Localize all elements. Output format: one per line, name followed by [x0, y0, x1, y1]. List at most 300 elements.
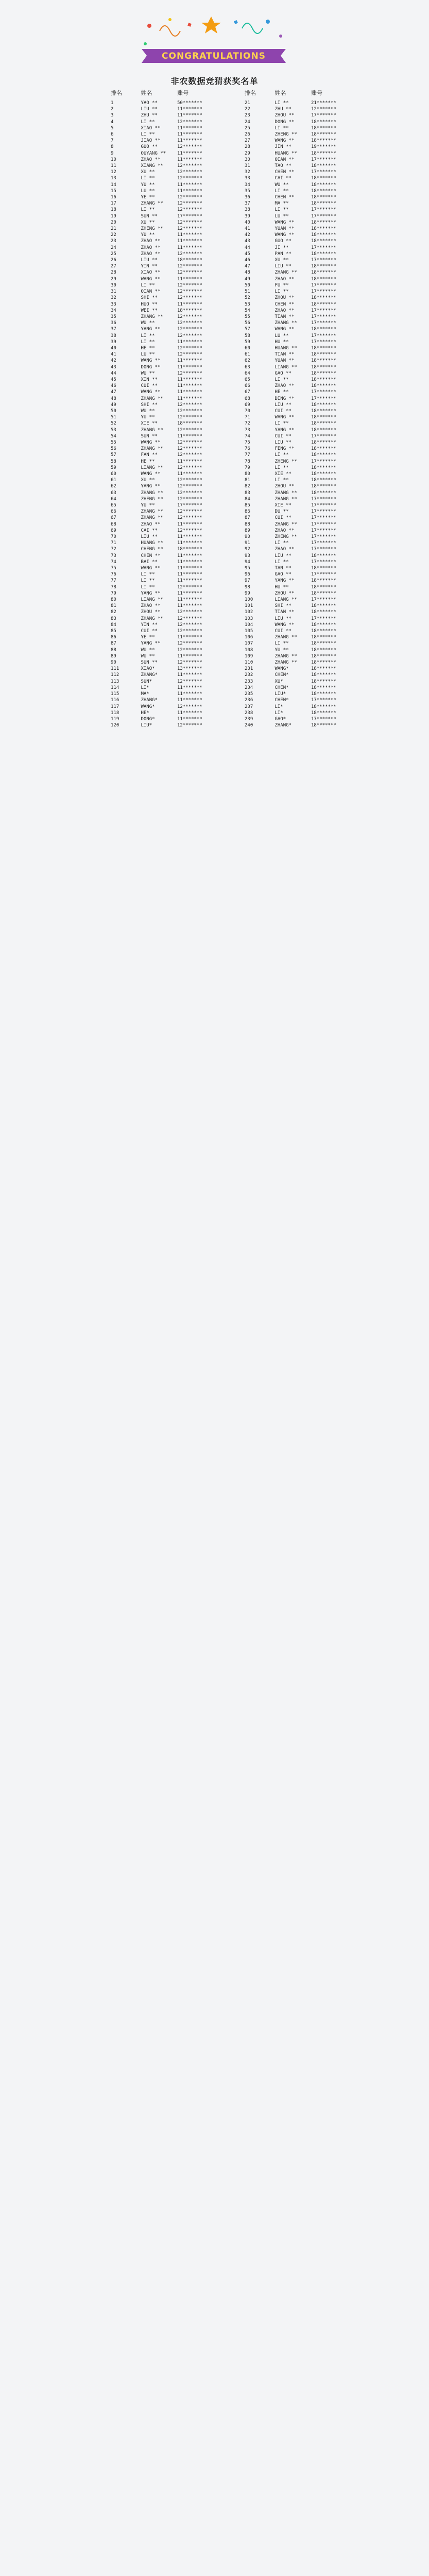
cell-account: 17******* [311, 339, 336, 345]
cell-rank: 26 [111, 258, 116, 263]
cell-name: SHI ** [274, 603, 291, 609]
cell-account: 12******* [311, 107, 336, 112]
cell-account: 18******* [311, 188, 336, 194]
col-header-name: 姓名 [274, 90, 286, 96]
cell-rank: 67 [245, 389, 250, 395]
table-row [111, 408, 373, 414]
cell-account: 11******* [177, 364, 202, 370]
cell-name: CUI ** [274, 629, 291, 634]
cell-rank: 34 [111, 308, 116, 313]
table-row [111, 125, 373, 131]
cell-rank: 9 [111, 150, 114, 156]
cell-name: ZHANG ** [274, 320, 297, 326]
cell-name: ZHANG ** [274, 635, 297, 640]
cell-account: 12******* [177, 295, 202, 301]
cell-rank: 89 [111, 653, 116, 659]
cell-gap [239, 722, 245, 728]
cell-name: DONG ** [141, 364, 161, 370]
cell-rank: 30 [111, 282, 116, 288]
col-header-rank: 排名 [245, 90, 256, 96]
cell-gap [239, 112, 245, 118]
cell-name: XIAO ** [141, 270, 161, 276]
cell-gap [239, 584, 245, 590]
table-row [111, 685, 373, 691]
cell-rank: 68 [111, 521, 116, 527]
cell-name: LI ** [141, 207, 155, 213]
cell-name: QIAN ** [141, 289, 161, 295]
cell-name: LIANG ** [274, 364, 297, 370]
cell-rank: 113 [111, 679, 119, 684]
cell-account: 12******* [177, 402, 202, 408]
cell-rank: 77 [111, 578, 116, 584]
table-row [111, 640, 373, 647]
cell-rank: 54 [245, 308, 250, 313]
cell-rank: 34 [245, 182, 250, 188]
table-row [111, 232, 373, 238]
table-row [111, 282, 373, 289]
cell-gap [239, 634, 245, 640]
cell-account: 50******* [177, 100, 202, 106]
cell-rank: 2 [111, 107, 114, 112]
cell-name: ZHANG ** [141, 396, 163, 401]
cell-name: ZHAO ** [141, 603, 161, 609]
cell-name: ZHAO ** [141, 521, 161, 527]
table-row [111, 691, 373, 697]
winners-table-body [111, 100, 373, 728]
cell-rank: 104 [245, 622, 253, 628]
cell-gap [239, 427, 245, 433]
cell-rank: 61 [245, 352, 250, 358]
cell-rank: 86 [111, 635, 116, 640]
table-row [111, 188, 373, 194]
cell-gap [239, 534, 245, 540]
cell-rank: 93 [245, 553, 250, 558]
cell-name: ZHOU ** [274, 590, 295, 596]
cell-name: HUANG ** [141, 540, 163, 546]
table-header-row [111, 88, 373, 100]
cell-account: 12******* [177, 647, 202, 653]
cell-gap [239, 515, 245, 521]
cell-account: 11******* [177, 597, 202, 603]
cell-name: DU ** [274, 509, 289, 515]
cell-name: WANG ** [141, 566, 161, 571]
cell-rank: 43 [111, 364, 116, 370]
cell-rank: 77 [245, 452, 250, 458]
cell-gap [239, 704, 245, 710]
cell-rank: 45 [245, 251, 250, 257]
cell-account: 18******* [311, 232, 336, 238]
cell-account: 12******* [177, 622, 202, 628]
table-row [111, 301, 373, 308]
cell-account: 11******* [177, 232, 202, 238]
cell-name: HE ** [141, 459, 155, 464]
cell-rank: 57 [111, 452, 116, 458]
cell-gap [239, 502, 245, 509]
cell-rank: 1 [111, 100, 114, 106]
cell-name: TAN ** [274, 566, 291, 571]
cell-rank: 83 [245, 490, 250, 496]
cell-account: 11******* [177, 590, 202, 596]
cell-rank: 24 [111, 245, 116, 250]
cell-gap [239, 144, 245, 150]
cell-account: 11******* [177, 358, 202, 364]
cell-account: 17******* [311, 534, 336, 540]
cell-gap [239, 716, 245, 722]
cell-account: 17******* [311, 113, 336, 118]
cell-account: 11******* [177, 433, 202, 439]
cell-name: XU* [274, 679, 283, 684]
cell-name: CHEN ** [274, 195, 295, 200]
cell-rank: 80 [245, 471, 250, 477]
cell-account: 18******* [311, 478, 336, 483]
table-row [111, 100, 373, 106]
cell-rank: 117 [111, 704, 119, 709]
cell-rank: 59 [111, 465, 116, 470]
table-row [111, 150, 373, 157]
cell-rank: 57 [245, 327, 250, 332]
cell-rank: 14 [111, 182, 116, 188]
cell-gap [239, 477, 245, 483]
table-row [111, 402, 373, 408]
table-row [111, 163, 373, 169]
table-row [111, 200, 373, 207]
cell-account: 18******* [311, 666, 336, 672]
cell-name: XU ** [141, 478, 155, 483]
cell-name: WANG ** [274, 219, 295, 225]
cell-account: 11******* [177, 113, 202, 118]
cell-rank: 74 [245, 433, 250, 439]
cell-gap [239, 345, 245, 351]
banner [0, 0, 429, 72]
cell-rank: 27 [245, 138, 250, 144]
cell-gap [239, 628, 245, 634]
table-row [111, 647, 373, 653]
table-row [111, 414, 373, 420]
cell-rank: 70 [111, 534, 116, 540]
cell-gap [239, 465, 245, 471]
cell-gap [239, 640, 245, 647]
cell-rank: 44 [245, 245, 250, 250]
cell-gap [239, 320, 245, 326]
cell-gap [239, 691, 245, 697]
cell-account: 17******* [311, 282, 336, 288]
cell-account: 17******* [311, 333, 336, 338]
cell-account: 11******* [177, 339, 202, 345]
cell-gap [239, 364, 245, 370]
cell-gap [239, 590, 245, 597]
table-row [111, 571, 373, 578]
table-row [111, 219, 373, 226]
cell-account: 18******* [311, 345, 336, 351]
cell-rank: 73 [111, 553, 116, 558]
cell-account: 18******* [311, 691, 336, 697]
cell-gap [239, 459, 245, 465]
cell-rank: 97 [245, 578, 250, 584]
table-row [111, 314, 373, 320]
cell-name: ZHANG ** [274, 521, 297, 527]
cell-account: 12******* [177, 226, 202, 232]
table-row [111, 112, 373, 118]
cell-rank: 240 [245, 723, 253, 728]
cell-account: 11******* [177, 389, 202, 395]
cell-gap [239, 553, 245, 559]
cell-account: 12******* [177, 584, 202, 590]
cell-name: TAO ** [274, 163, 291, 169]
cell-gap [239, 439, 245, 446]
cell-account: 17******* [311, 289, 336, 295]
cell-account: 18******* [311, 408, 336, 414]
cell-gap [239, 597, 245, 603]
cell-rank: 83 [111, 616, 116, 621]
cell-account: 18******* [311, 452, 336, 458]
table-row [111, 459, 373, 465]
cell-gap [239, 138, 245, 144]
cell-account: 11******* [177, 157, 202, 162]
page-title: 非农数据竞猜获奖名单 [170, 76, 259, 86]
table-row [111, 377, 373, 383]
cell-gap [239, 685, 245, 691]
cell-gap [239, 289, 245, 295]
cell-gap [239, 207, 245, 213]
cell-account: 17******* [311, 320, 336, 326]
cell-rank: 79 [245, 465, 250, 470]
cell-rank: 238 [245, 710, 253, 716]
cell-account: 17******* [311, 396, 336, 401]
cell-account: 17******* [311, 157, 336, 162]
cell-rank: 67 [111, 515, 116, 521]
cell-account: 11******* [177, 239, 202, 244]
cell-name: YUAN ** [274, 226, 295, 232]
cell-gap [239, 150, 245, 157]
cell-rank: 56 [245, 320, 250, 326]
cell-rank: 70 [245, 408, 250, 414]
cell-account: 18******* [311, 647, 336, 653]
cell-account: 19******* [311, 144, 336, 150]
cell-rank: 16 [111, 195, 116, 200]
cell-rank: 235 [245, 691, 253, 697]
cell-name: WEI ** [141, 308, 158, 313]
col-header-account: 账号 [311, 90, 323, 96]
cell-account: 11******* [177, 107, 202, 112]
cell-gap [239, 175, 245, 181]
cell-rank: 29 [111, 276, 116, 282]
table-row [111, 427, 373, 433]
table-row [111, 597, 373, 603]
table-row [111, 364, 373, 370]
cell-gap [239, 358, 245, 364]
cell-account: 18******* [311, 635, 336, 640]
cell-name: CHEN ** [141, 553, 161, 558]
cell-rank: 36 [245, 195, 250, 200]
cell-account: 17******* [311, 433, 336, 439]
cell-account: 12******* [177, 439, 202, 445]
cell-name: ZHANG* [274, 723, 291, 728]
cell-account: 18******* [311, 484, 336, 489]
cell-account: 18******* [311, 251, 336, 257]
cell-rank: 26 [245, 132, 250, 138]
table-row [111, 471, 373, 477]
cell-name: ZHU ** [274, 107, 291, 112]
cell-name: SHI ** [141, 402, 158, 408]
cell-name: TIAN ** [274, 609, 295, 615]
cell-rank: 35 [111, 314, 116, 319]
cell-name: OUYANG ** [141, 150, 166, 156]
cell-account: 12******* [177, 465, 202, 470]
cell-account: 11******* [177, 635, 202, 640]
cell-gap [239, 232, 245, 238]
cell-name: ZHAO ** [141, 245, 161, 250]
cell-rank: 43 [245, 239, 250, 244]
cell-account: 12******* [177, 345, 202, 351]
cell-name: LIU ** [274, 264, 291, 269]
cell-account: 18******* [311, 590, 336, 596]
cell-rank: 35 [245, 188, 250, 194]
cell-account: 17******* [177, 213, 202, 219]
cell-name: HU ** [274, 584, 289, 590]
cell-gap [239, 119, 245, 125]
table-row [111, 559, 373, 565]
cell-rank: 45 [111, 377, 116, 382]
cell-rank: 10 [111, 157, 116, 162]
cell-name: LI ** [141, 132, 155, 138]
cell-gap [239, 163, 245, 169]
table-row [111, 182, 373, 188]
cell-rank: 24 [245, 119, 250, 125]
table-row [111, 420, 373, 427]
cell-account: 11******* [177, 396, 202, 401]
table-row [111, 276, 373, 282]
cell-name: WANG ** [274, 232, 295, 238]
cell-name: CUI ** [141, 629, 158, 634]
cell-name: WANG ** [274, 622, 295, 628]
cell-account: 18******* [311, 239, 336, 244]
cell-account: 18******* [311, 327, 336, 332]
cell-name: CHEN* [274, 698, 289, 703]
cell-rank: 44 [111, 370, 116, 376]
cell-name: LU ** [141, 188, 155, 194]
cell-gap [239, 269, 245, 276]
cell-account: 12******* [177, 484, 202, 489]
cell-account: 12******* [177, 408, 202, 414]
cell-name: YU ** [141, 415, 155, 420]
cell-rank: 15 [111, 188, 116, 194]
cell-rank: 69 [245, 402, 250, 408]
cell-gap [239, 571, 245, 578]
cell-name: HUO ** [141, 301, 158, 307]
cell-name: LU ** [141, 352, 155, 358]
cell-gap [239, 106, 245, 112]
cell-account: 12******* [177, 201, 202, 207]
cell-account: 11******* [177, 459, 202, 464]
cell-rank: 49 [111, 402, 116, 408]
cell-gap [239, 578, 245, 584]
cell-rank: 41 [245, 226, 250, 232]
cell-account: 12******* [177, 427, 202, 433]
cell-rank: 108 [245, 647, 253, 653]
cell-account: 18******* [311, 685, 336, 690]
cell-rank: 86 [245, 509, 250, 515]
cell-gap [239, 295, 245, 301]
table-row [111, 289, 373, 295]
cell-gap [239, 666, 245, 672]
table-row [111, 245, 373, 251]
cell-account: 11******* [177, 685, 202, 690]
cell-rank: 234 [245, 685, 253, 690]
table-row [111, 528, 373, 534]
cell-account: 17******* [311, 540, 336, 546]
cell-rank: 71 [111, 540, 116, 546]
cell-name: DING ** [274, 396, 295, 401]
cell-gap [239, 157, 245, 163]
cell-name: ZHANG ** [141, 201, 163, 207]
cell-rank: 52 [111, 421, 116, 427]
table-row [111, 540, 373, 546]
cell-rank: 58 [111, 459, 116, 464]
cell-name: WU ** [141, 370, 155, 376]
cell-account: 18******* [311, 138, 336, 144]
cell-account: 18******* [311, 301, 336, 307]
cell-name: WANG ** [274, 415, 295, 420]
cell-gap [239, 609, 245, 615]
table-row [111, 534, 373, 540]
cell-name: ZHOU ** [141, 609, 161, 615]
cell-rank: 4 [111, 119, 114, 125]
cell-name: LI ** [274, 559, 289, 565]
cell-gap [239, 452, 245, 458]
cell-name: HE ** [141, 345, 155, 351]
cell-rank: 119 [111, 716, 119, 722]
cell-gap [239, 377, 245, 383]
table-row [111, 257, 373, 263]
cell-rank: 22 [245, 107, 250, 112]
table-row [111, 326, 373, 332]
cell-rank: 22 [111, 232, 116, 238]
cell-account: 17******* [311, 258, 336, 263]
cell-rank: 74 [111, 559, 116, 565]
cell-name: XIE ** [141, 421, 158, 427]
cell-account: 12******* [177, 163, 202, 169]
cell-rank: 76 [111, 572, 116, 578]
cell-account: 12******* [177, 616, 202, 621]
cell-rank: 42 [245, 232, 250, 238]
table-row [111, 546, 373, 552]
cell-name: GAO* [274, 716, 286, 722]
cell-rank: 78 [245, 459, 250, 464]
cell-name: ZHAO ** [141, 157, 161, 162]
cell-name: GAO ** [274, 370, 291, 376]
cell-account: 12******* [177, 289, 202, 295]
cell-name: ZHANG ** [274, 660, 297, 666]
cell-name: LI ** [274, 421, 289, 427]
cell-account: 11******* [177, 125, 202, 131]
cell-name: YANG ** [141, 484, 161, 489]
cell-name: YU ** [274, 647, 289, 653]
cell-account: 18******* [311, 553, 336, 558]
cell-rank: 106 [245, 635, 253, 640]
cell-name: XU ** [141, 170, 155, 175]
cell-name: SUN ** [141, 213, 158, 219]
table-row [111, 490, 373, 496]
cell-name: JI ** [274, 245, 289, 250]
cell-gap [239, 414, 245, 420]
cell-name: WU ** [274, 182, 289, 188]
cell-rank: 233 [245, 679, 253, 684]
cell-rank: 105 [245, 629, 253, 634]
cell-name: LU ** [274, 333, 289, 338]
cell-account: 18******* [311, 471, 336, 477]
cell-gap [239, 383, 245, 389]
cell-account: 11******* [177, 710, 202, 716]
